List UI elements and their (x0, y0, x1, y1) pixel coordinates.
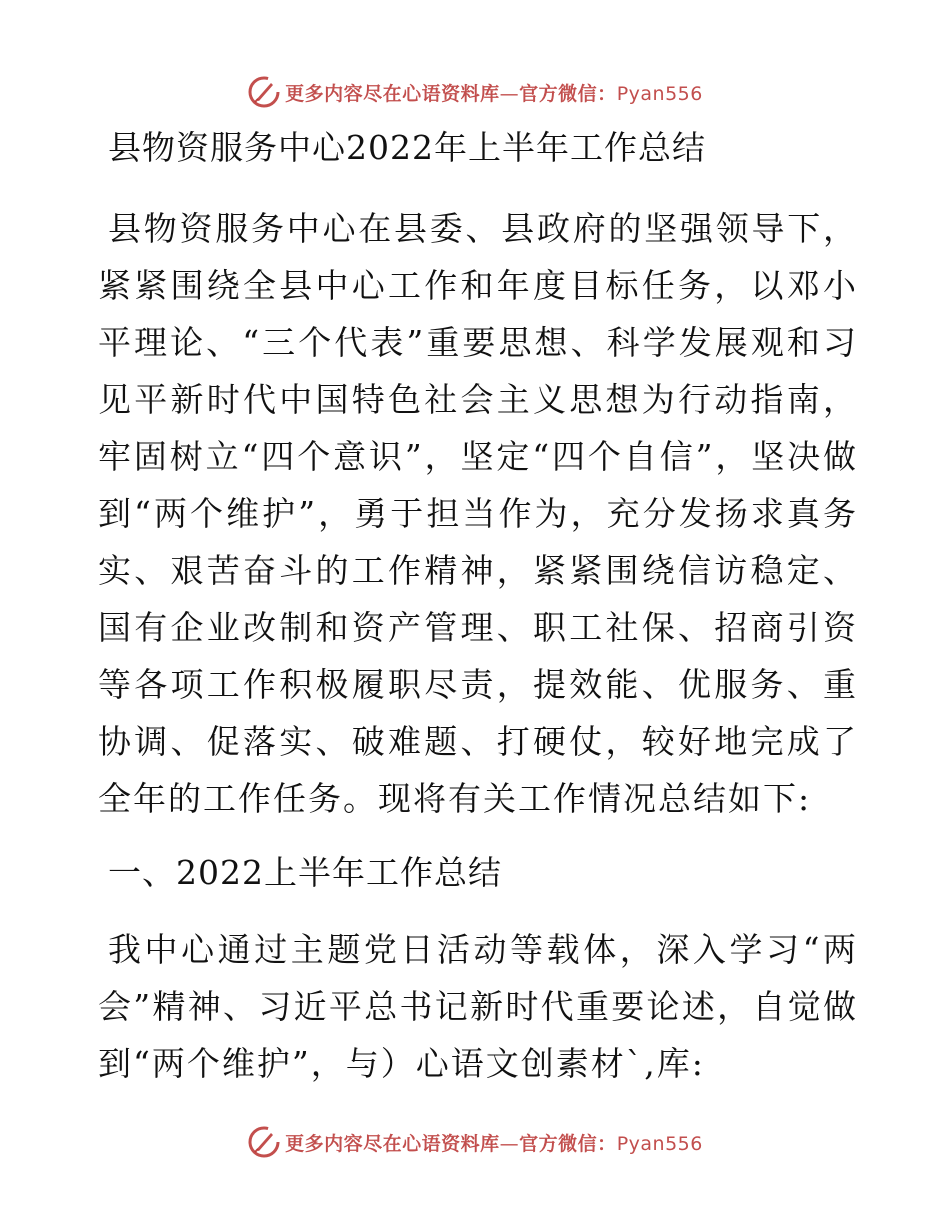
intro-paragraph: 县物资服务中心在县委、县政府的坚强领导下，紧紧围绕全县中心工作和年度目标任务，以邓小平理论、“三个代表”重要思想、科学发展观和习见平新时代中国特色社会主义思想为行动指南，牢固树立“四个意识”，坚定“四个自信”，坚决做到“两个维护”，勇于担当作为，充分发扬求真务实、艰苦奋斗的工作精神，紧紧围绕信访稳定、国有企业改制和资产管理、职工社保、招商引资等各项工作积极履职尽责，提效能、优服务、重协调、促落实、破难题、打硬仗，较好地完成了全年的工作任务。现将有关工作情况总结如下: (98, 209, 858, 818)
header-watermark (0, 70, 950, 114)
quill-pen-logo-icon (247, 75, 281, 109)
watermark-text (285, 1129, 703, 1156)
document-body (98, 122, 858, 1092)
watermark-separator: — (499, 1132, 520, 1155)
quill-pen-logo-icon (247, 1125, 281, 1159)
footer-watermark (0, 1120, 950, 1164)
watermark-text (285, 79, 703, 106)
watermark-separator: — (499, 82, 520, 105)
document-title: 县物资服务中心2022年上半年工作总结 (108, 128, 706, 167)
watermark-main-text: 更多内容尽在心语资料库 (285, 82, 500, 105)
section-heading: 一、2022上半年工作总结 (108, 853, 502, 892)
watermark-main-text: 更多内容尽在心语资料库 (285, 1132, 500, 1155)
watermark-wechat-id: Pyan556 (616, 1132, 703, 1155)
watermark-wechat-label: 官方微信： (519, 82, 617, 105)
watermark-wechat-label: 官方微信： (519, 1132, 617, 1155)
watermark-wechat-id: Pyan556 (616, 82, 703, 105)
section-paragraph: 我中心通过主题党日活动等载体，深入学习“两会”精神、习近平总书记新时代重要论述，自觉做到“两个维护”，与）心语文创素材`,库: (98, 930, 858, 1083)
